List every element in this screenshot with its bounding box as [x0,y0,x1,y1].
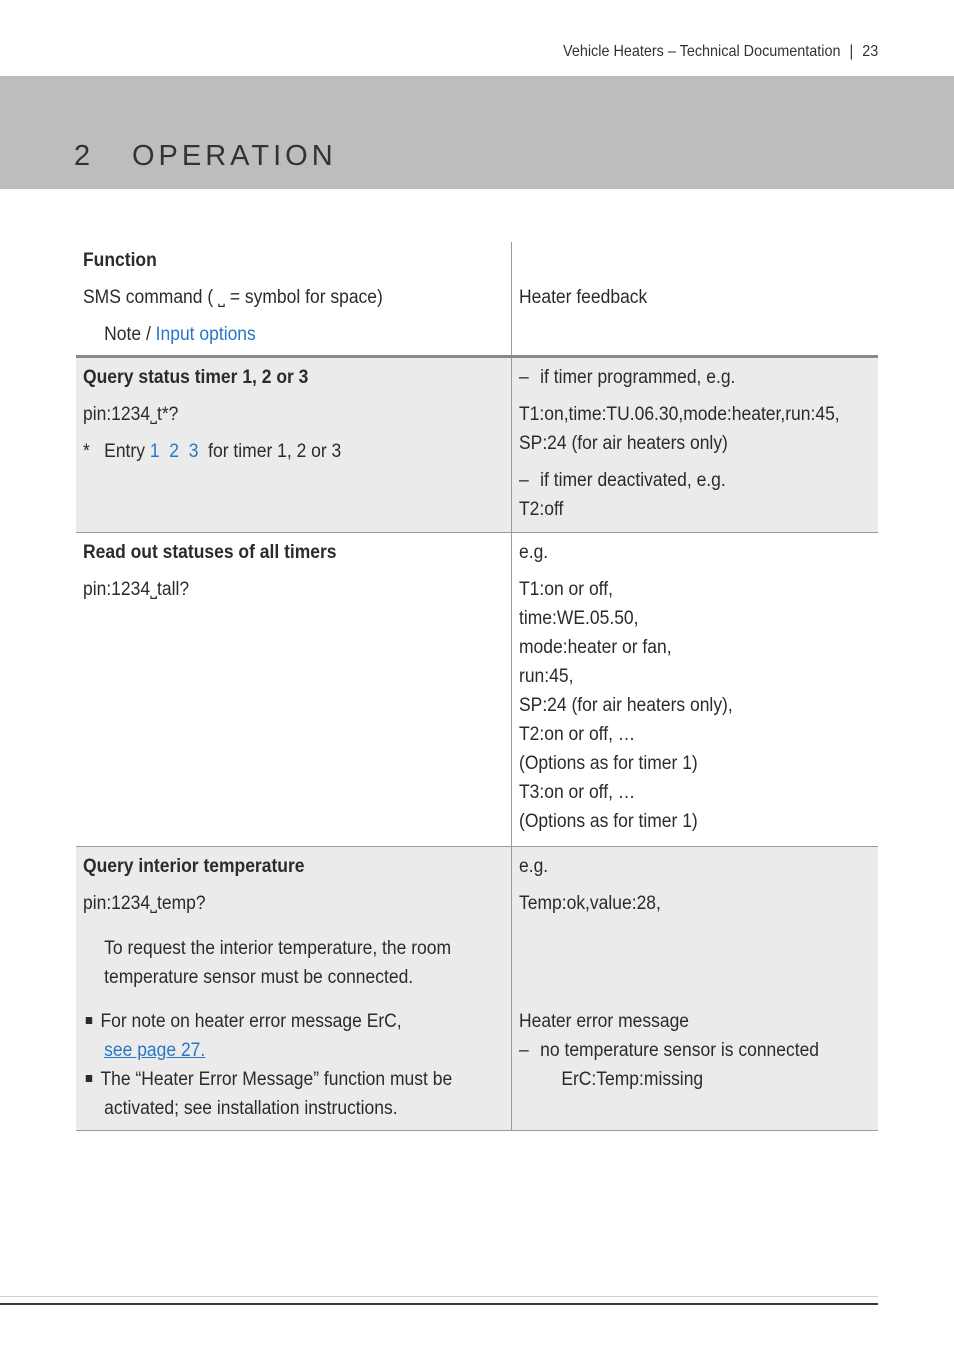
list-item [83,1007,477,1036]
feedback-cell [511,533,878,846]
list-item [83,1065,477,1094]
function-cell [76,533,511,846]
row-title: Query interior temperature [83,856,305,877]
entry-suffix: for timer 1, 2 or 3 [208,441,342,462]
header-right-cell [511,242,878,355]
feedback-list [519,575,878,836]
feedback-text: if timer programmed, e.g. [540,367,736,388]
feedback-line: (Options as for timer 1) [519,811,698,832]
feedback-line: T2:on or off, … [519,724,636,745]
feedback-value: Temp:ok,value:28, [519,893,661,914]
feedback-line [519,1036,849,1065]
running-header [563,43,878,61]
timer-option-3-link[interactable]: 3 [188,441,199,462]
table-row [76,358,878,532]
error-code: ErC:Temp:missing [561,1069,704,1090]
document-title: Vehicle Heaters – Technical Documentation [562,43,841,60]
list-item-continuation [83,1036,477,1065]
feedback-line: SP:24 (for air heaters only) [519,433,728,454]
footer-rule-thick [0,1303,878,1305]
header-left-cell [76,242,511,355]
heater-feedback-heading: Heater feedback [519,287,648,308]
row-title: Read out statuses of all timers [83,542,337,563]
function-cell [76,358,511,532]
feedback-line: T1:on,time:TU.06.30,mode:heater,run:45, [519,404,840,425]
table-row [76,532,878,846]
table-row [76,846,878,1130]
feedback-cell [511,847,878,1130]
page-number: 23 [861,43,878,60]
sms-command-table [76,242,878,1131]
feedback-line: mode:heater or fan, [519,637,672,658]
timer-option-1-link[interactable]: 1 [149,441,160,462]
list-item-continuation: activated; see installation instructions. [104,1098,398,1119]
function-heading: Function [83,250,157,271]
bullet-square-icon [86,1017,92,1024]
note-line: temperature sensor must be connected. [104,967,414,988]
feedback-line: SP:24 (for air heaters only), [519,695,733,716]
feedback-eg: e.g. [519,856,549,877]
bullet-text: For note on heater error message ErC, [100,1011,402,1032]
chapter-title: OPERATION [132,140,337,172]
timer-option-2-link[interactable]: 2 [169,441,180,462]
feedback-line [519,466,849,495]
sms-command: pin:1234˽t*? [83,404,179,425]
feedback-line: (Options as for timer 1) [519,753,698,774]
see-page-27-link[interactable]: see page 27. [104,1040,206,1061]
note-line: To request the interior temperature, the room [104,938,452,959]
sms-command: pin:1234˽tall? [83,579,190,600]
entry-prefix: Entry [104,441,145,462]
note-prefix: Note / [104,324,156,345]
feedback-line [519,363,849,392]
bullet-text: The “Heater Error Message” function must be [100,1069,453,1090]
chapter-heading [74,140,337,173]
feedback-line: run:45, [519,666,574,687]
error-message-title: Heater error message [519,1011,690,1032]
row-title: Query status timer 1, 2 or 3 [83,367,309,388]
input-options-link[interactable]: Input options [155,324,256,345]
feedback-line: time:WE.05.50, [519,608,639,629]
feedback-line: T3:on or off, … [519,782,636,803]
feedback-line: T2:off [519,499,564,520]
header-separator: | [849,43,853,60]
feedback-cell [511,358,878,532]
feedback-text: no temperature sensor is connected [540,1040,820,1061]
feedback-text: if timer deactivated, e.g. [540,470,726,491]
bullet-square-icon [86,1075,92,1082]
note-heading [83,320,477,349]
dash-marker: – [519,470,529,491]
entry-note [83,437,477,466]
chapter-number: 2 [74,140,94,172]
asterisk-marker: * [83,441,90,462]
footer-rule-thin [0,1296,878,1297]
sms-command: pin:1234˽temp? [83,893,206,914]
feedback-eg: e.g. [519,542,549,563]
sms-command-heading: SMS command ( ˽ = symbol for space) [83,287,383,308]
function-cell [76,847,511,1130]
dash-marker: – [519,1040,529,1061]
dash-marker: – [519,367,529,388]
feedback-line: T1:on or off, [519,579,613,600]
table-header-row [76,242,878,358]
